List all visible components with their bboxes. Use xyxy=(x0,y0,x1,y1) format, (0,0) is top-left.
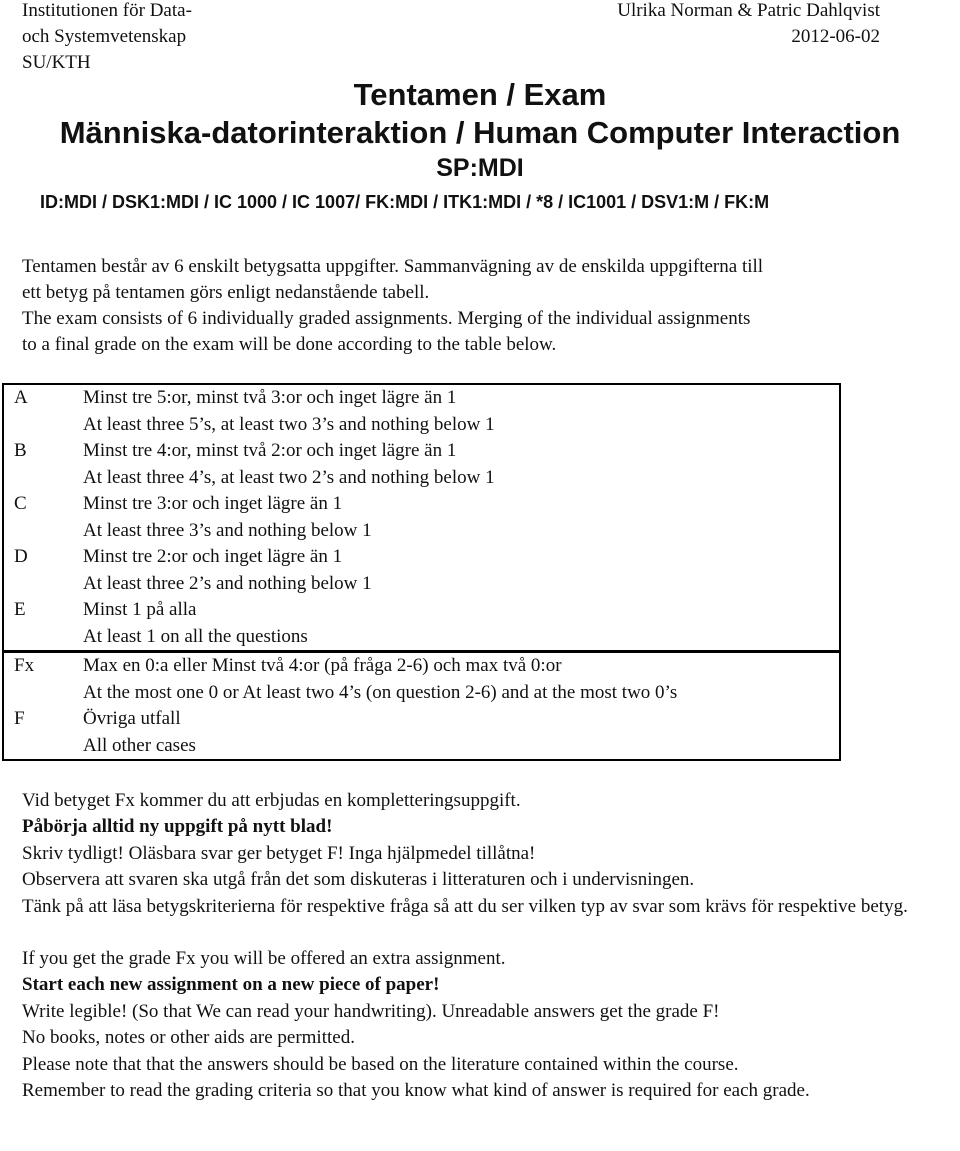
department-header xyxy=(22,0,192,76)
table-row xyxy=(3,384,840,438)
criteria-swedish: Minst tre 3:or och inget lägre än 1 xyxy=(83,493,343,514)
criteria-swedish: Minst 1 på alla xyxy=(83,599,197,620)
grade-letter: F xyxy=(14,708,25,729)
instruction-line: Write legible! (So that We can read your handwriting). Unreadable answers get the grade F! xyxy=(22,1000,720,1022)
criteria-english: At least 1 on all the questions xyxy=(83,625,308,647)
intro-text xyxy=(22,254,922,358)
author-header xyxy=(617,0,880,50)
grade-letter: D xyxy=(14,546,28,567)
criteria-english: At the most one 0 or At least two 4’s (on question 2-6) and at the most two 0’s xyxy=(83,681,678,703)
grade-criteria xyxy=(83,652,840,707)
instructions xyxy=(22,788,942,1104)
program-codes: ID:MDI / DSK1:MDI / IC 1000 / IC 1007/ FK:MDI / ITK1:MDI / *8 / IC1001 / DSV1:M / FK:M xyxy=(40,192,770,212)
criteria-swedish: Max en 0:a eller Minst två 4:or (på fråga 2-6) och max två 0:or xyxy=(83,655,562,676)
instruction-line: Skriv tydligt! Oläsbara svar ger betyget F! Inga hjälpmedel tillåtna! xyxy=(22,842,536,864)
instruction-line: Start each new assignment on a new piece of paper! xyxy=(22,974,440,996)
course-title: Människa-datorinteraktion / Human Computer Interaction xyxy=(59,115,901,150)
instruction-line: Påbörja alltid ny uppgift på nytt blad! xyxy=(22,816,333,838)
grade-letter: C xyxy=(14,493,27,514)
grade-criteria xyxy=(83,384,840,438)
course-code: SP:MDI xyxy=(436,154,524,182)
instruction-line: Remember to read the grading criteria so that you know what kind of answer is required for each grade. xyxy=(22,1080,810,1102)
table-row xyxy=(3,491,840,544)
swedish-instructions xyxy=(22,788,942,920)
criteria-swedish: Minst tre 5:or, minst två 3:or och inget lägre än 1 xyxy=(83,387,457,408)
grade-letter: B xyxy=(14,440,27,461)
grade-letter: A xyxy=(14,387,28,408)
department-line: Institutionen för Data- xyxy=(22,0,192,21)
table-row xyxy=(3,652,840,707)
grade-criteria xyxy=(83,438,840,491)
authors: Ulrika Norman & Patric Dahlqvist xyxy=(617,0,880,21)
table-row xyxy=(3,706,840,760)
english-instructions xyxy=(22,946,942,1104)
table-row xyxy=(3,438,840,491)
title-block xyxy=(0,76,960,215)
exam-title: Tentamen / Exam xyxy=(353,77,607,112)
criteria-english: At least three 3’s and nothing below 1 xyxy=(83,519,372,541)
instruction-line: If you get the grade Fx you will be offered an extra assignment. xyxy=(22,948,506,970)
table-row xyxy=(3,544,840,597)
exam-date: 2012-06-02 xyxy=(791,26,880,47)
intro-line: Tentamen består av 6 enskilt betygsatta uppgifter. Sammanvägning av de enskilda uppgifterna till xyxy=(22,256,764,277)
instruction-line: Please note that that the answers should be based on the literature contained within the course. xyxy=(22,1053,739,1075)
instruction-line: No books, notes or other aids are permitted. xyxy=(22,1027,355,1049)
criteria-swedish: Minst tre 2:or och inget lägre än 1 xyxy=(83,546,343,567)
table-row xyxy=(3,597,840,652)
grade-letter: E xyxy=(14,599,26,620)
grade-criteria xyxy=(83,491,840,544)
intro-line: to a final grade on the exam will be done according to the table below. xyxy=(22,334,557,355)
grade-criteria xyxy=(83,706,840,760)
grade-letter: Fx xyxy=(3,652,83,707)
criteria-english: At least three 4’s, at least two 2’s and nothing below 1 xyxy=(83,466,495,488)
intro-line: The exam consists of 6 individually graded assignments. Merging of the individual assignments xyxy=(22,308,751,329)
criteria-swedish: Övriga utfall xyxy=(83,708,181,729)
instruction-line: Observera att svaren ska utgå från det som diskuteras i litteraturen och i undervisningen. xyxy=(22,869,695,891)
intro-line: ett betyg på tentamen görs enligt nedanstående tabell. xyxy=(22,282,430,303)
grading-table xyxy=(2,383,841,761)
criteria-english: At least three 2’s and nothing below 1 xyxy=(83,572,372,594)
criteria-english: At least three 5’s, at least two 3’s and nothing below 1 xyxy=(83,413,495,435)
criteria-english: All other cases xyxy=(83,734,196,756)
department-line: SU/KTH xyxy=(22,52,91,73)
instruction-line: Vid betyget Fx kommer du att erbjudas en kompletteringsuppgift. xyxy=(22,790,521,811)
department-line: och Systemvetenskap xyxy=(22,26,187,47)
grade-criteria xyxy=(83,597,840,652)
criteria-swedish: Minst tre 4:or, minst två 2:or och inget lägre än 1 xyxy=(83,440,457,461)
instruction-line: Tänk på att läsa betygskriterierna för respektive fråga så att du ser vilken typ av svar som krävs för respektive betyg. xyxy=(22,895,908,917)
grade-criteria xyxy=(83,544,840,597)
